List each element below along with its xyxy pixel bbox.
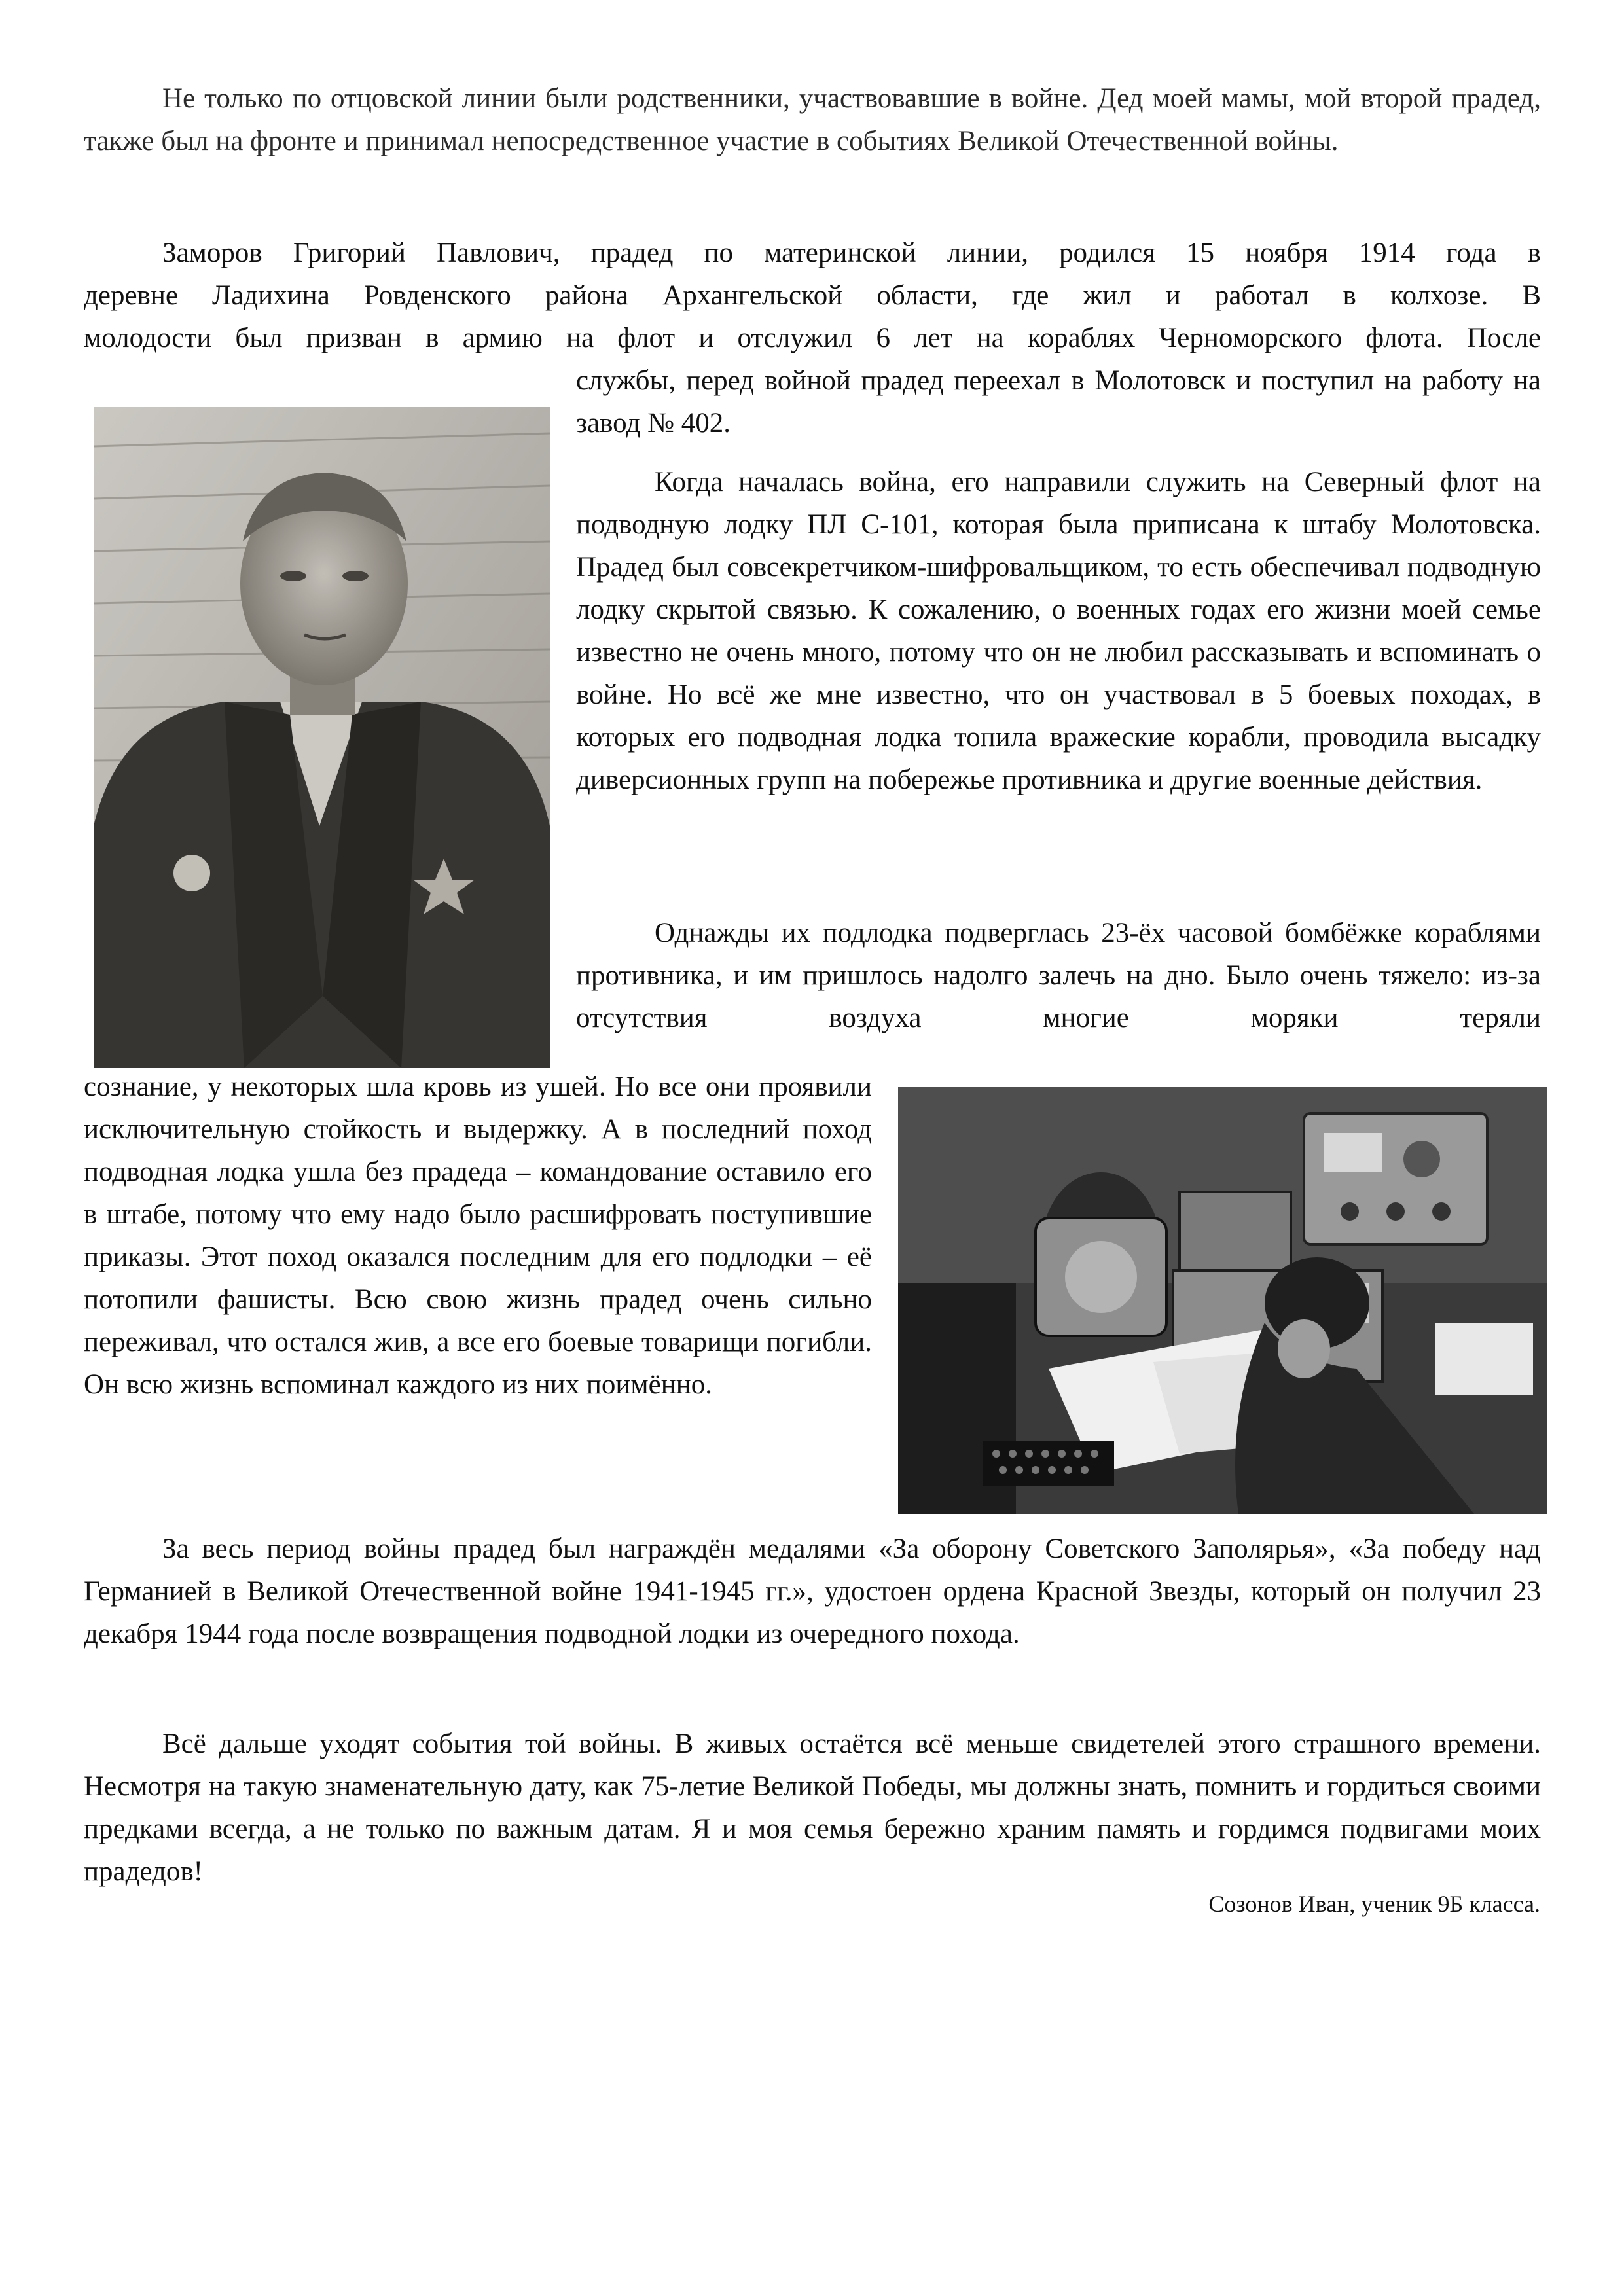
paragraph-biography-line-1: Заморов Григорий Павлович, прадед по материнской линии, родился 15 ноября 1914 года в — [162, 238, 1541, 268]
paragraph-intro: Не только по отцовской линии были родственники, участвовавшие в войне. Дед моей мамы, мой второй прадед, также был на фронте и принимал непосредственное участие в событиях Великой Отечественной войны. — [84, 83, 1541, 156]
paragraph-war-service: Когда началась война, его направили служить на Северный флот на подводную лодку ПЛ С-101, которая была приписана к штабу Молотовска. Прадед был совсекретчиком-шифровальщиком, то есть обеспечивал подводную лодку скрытой связью. К сожалению, о военных годах его жизни моей семье известно не очень много, потому что он не любил рассказывать и вспоминать о войне. Но всё же мне известно, что он участвовал в 5 боевых походах, в которых его подводная лодка топила вражеские корабли, проводила высадку диверсионных групп на побережье противника и другие военные действия. — [576, 467, 1541, 795]
paragraph-bombing: Однажды их подлодка подверглась 23-ёх часовой бомбёжке кораблями противника, и им пришлось надолго залечь на дно. Было очень тяжело: из-за отсутствия воздуха многие моряки теряли — [576, 918, 1541, 1033]
paragraph-bombing-continued: сознание, у некоторых шла кровь из ушей. Но все они проявили исключительную стойкость и выдержку. А в последний поход подводная лодка ушла без прадеда – командование оставило его в штабе, потому что ему надо было расшифровать поступившие приказы. Этот поход оказался последним для его подлодки – её потопили фашисты. Всю свою жизнь прадед очень сильно переживал, что остался жив, а все его боевые товарищи погибли. Он всю жизнь вспоминал каждого из них поимённо. — [84, 1071, 872, 1400]
paragraph-conclusion: Всё дальше уходят события той войны. В живых остаётся всё меньше свидетелей этого страшного времени. Несмотря на такую знаменательную дату, как 75-летие Великой Победы, мы должны знать, помнить и гордиться своими предками всегда, а не только по важным датам. Я и моя семья бережно храним память и гордимся подвигами моих прадедов! — [84, 1729, 1541, 1887]
author-signature: Созонов Иван, ученик 9Б класса. — [1208, 1891, 1540, 1917]
paragraph-biography-line-3: молодости был призван в армию на флот и отслужил 6 лет на кораблях Черноморского флота. После — [84, 323, 1541, 353]
paragraph-biography-line-2: деревне Ладихина Ровденского района Архангельской области, где жил и работал в колхозе. В — [84, 280, 1541, 311]
portrait-photo — [94, 407, 550, 1068]
paragraph-biography-wrap: службы, перед войной прадед переехал в Молотовск и поступил на работу на завод № 402. — [576, 365, 1541, 439]
paragraph-awards: За весь период войны прадед был награждён медалями «За оборону Советского Заполярья», «За победу над Германией в Великой Отечественной войне 1941-1945 гг.», удостоен ордена Красной Звезды, который он получил 23 декабря 1944 года после возвращения подводной лодки из очередного похода. — [84, 1534, 1541, 1649]
portrait-image — [94, 407, 550, 1068]
radio-room-photo — [898, 1087, 1547, 1514]
radio-room-image — [898, 1087, 1547, 1514]
